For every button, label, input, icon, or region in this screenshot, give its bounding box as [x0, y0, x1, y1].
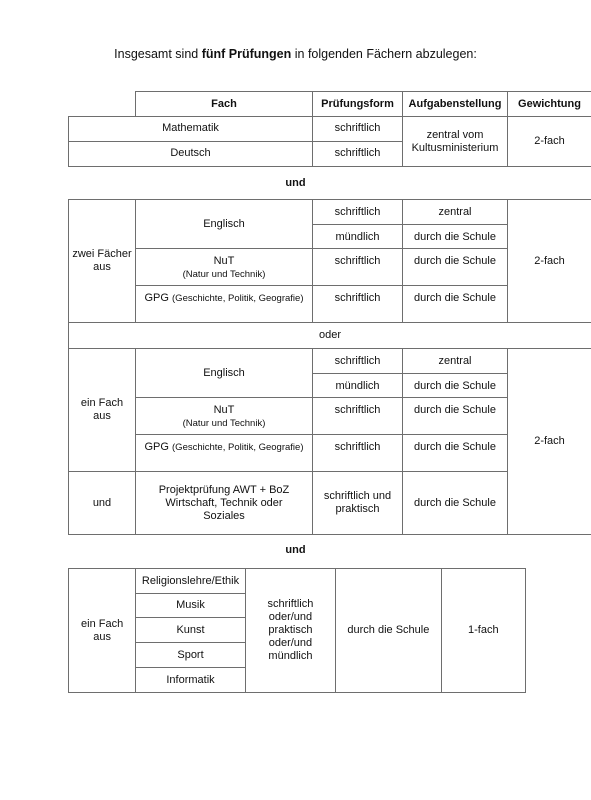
form-gpg-2: schriftlich — [313, 435, 403, 472]
separator-und-2: und — [285, 544, 306, 556]
fach-sport: Sport — [136, 643, 245, 668]
header-spacer — [69, 92, 136, 117]
fach-gpg-2 — [136, 435, 313, 472]
aufgabe-gpg-2: durch die Schule — [403, 435, 508, 472]
form-deutsch: schriftlich — [313, 142, 403, 167]
fach-projektpruefung: Projektprüfung AWT + BoZ Wirtschaft, Technik oder Soziales — [136, 472, 313, 535]
aufgabe-block1: zentral vom Kultusministerium — [403, 117, 508, 167]
nut-label: NuT — [213, 255, 235, 267]
form-gpg-1: schriftlich — [313, 286, 403, 323]
aufgabe-englisch-1-zentral: zentral — [403, 200, 508, 225]
header-aufgabenstellung: Aufgabenstellung — [403, 92, 508, 117]
page-title — [0, 47, 591, 61]
table-additional-subjects — [68, 568, 526, 693]
fach-deutsch: Deutsch — [69, 142, 313, 167]
header-gewichtung: Gewichtung — [508, 92, 591, 117]
table-elective-subjects — [68, 199, 591, 535]
form-englisch-1-schriftlich: schriftlich — [313, 200, 403, 225]
group-label-ein-fach-2: ein Fach aus — [69, 569, 136, 693]
form-mathematik: schriftlich — [313, 117, 403, 142]
form-nut-2: schriftlich — [313, 398, 403, 435]
und-label: und — [69, 472, 136, 535]
form-englisch-1-muendlich: mündlich — [313, 225, 403, 249]
gewichtung-block1: 2-fach — [508, 117, 591, 167]
fach-musik: Musik — [136, 594, 245, 618]
aufgabe-englisch-1-schule: durch die Schule — [403, 225, 508, 249]
nut-sublabel: (Natur und Technik) — [182, 418, 266, 429]
separator-und-1: und — [285, 177, 306, 189]
header-fach: Fach — [136, 92, 313, 117]
fach-kunst: Kunst — [136, 618, 245, 643]
fach-religionslehre-ethik: Religionslehre/Ethik — [136, 569, 245, 594]
title-text-end: in folgenden Fächern abzulegen: — [291, 47, 477, 61]
gpg-sublabel: (Geschichte, Politik, Geografie) — [172, 293, 304, 304]
gpg-sublabel: (Geschichte, Politik, Geografie) — [172, 442, 304, 453]
form-englisch-2-muendlich: mündlich — [313, 374, 403, 398]
gewichtung-block2: 2-fach — [508, 200, 591, 323]
aufgabe-nut-1: durch die Schule — [403, 249, 508, 286]
gpg-label: GPG — [144, 292, 169, 304]
nut-sublabel: (Natur und Technik) — [182, 269, 266, 280]
aufgabe-nut-2: durch die Schule — [403, 398, 508, 435]
gpg-label: GPG — [144, 441, 169, 453]
group-label-ein-fach-1: ein Fach aus — [69, 349, 136, 472]
fach-englisch-1: Englisch — [136, 200, 313, 249]
form-englisch-2-schriftlich: schriftlich — [313, 349, 403, 374]
aufgabe-englisch-2-zentral: zentral — [403, 349, 508, 374]
fach-gpg-1 — [136, 286, 313, 323]
title-text: Insgesamt sind — [114, 47, 202, 61]
gewichtung-block3: 2-fach — [508, 349, 591, 535]
aufgabe-block4: durch die Schule — [336, 569, 441, 693]
separator-oder: oder — [69, 323, 591, 349]
fach-nut-2 — [136, 398, 313, 435]
fach-nut-1 — [136, 249, 313, 286]
fach-englisch-2: Englisch — [136, 349, 313, 398]
aufgabe-projektpruefung: durch die Schule — [403, 472, 508, 535]
title-bold: fünf Prüfungen — [201, 47, 292, 61]
table-core-subjects — [68, 91, 591, 167]
header-pruefungsform: Prüfungsform — [313, 92, 403, 117]
group-label-zwei-faecher: zwei Fächer aus — [69, 200, 136, 323]
nut-label: NuT — [213, 404, 235, 416]
fach-informatik: Informatik — [136, 668, 245, 693]
gewichtung-block4: 1-fach — [441, 569, 525, 693]
fach-mathematik: Mathematik — [69, 117, 313, 142]
aufgabe-gpg-1: durch die Schule — [403, 286, 508, 323]
form-nut-1: schriftlich — [313, 249, 403, 286]
form-projektpruefung: schriftlich und praktisch — [313, 472, 403, 535]
aufgabe-englisch-2-schule: durch die Schule — [403, 374, 508, 398]
form-block4: schriftlich oder/und praktisch oder/und mündlich — [245, 569, 335, 693]
